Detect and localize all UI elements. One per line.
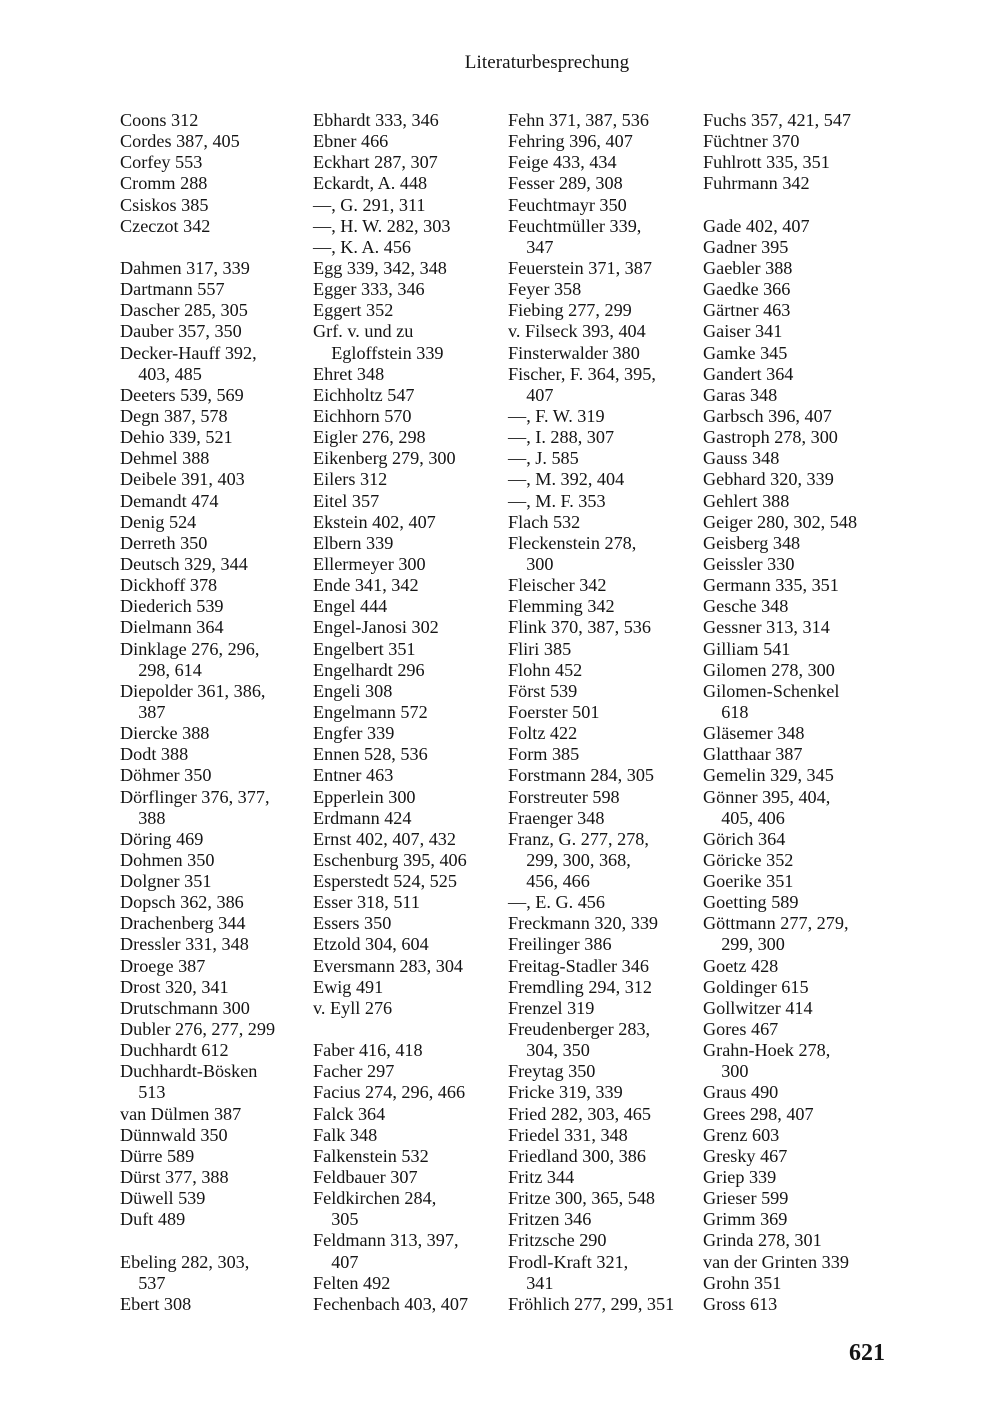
- index-entry: Feyer 358: [508, 279, 582, 300]
- index-entry: Dickhoff 378: [120, 575, 218, 596]
- letter-group-gap: [120, 237, 275, 258]
- index-entry: Freitag-Stadler 346: [508, 955, 649, 976]
- index-entry: Fremdling 294, 312: [508, 976, 652, 997]
- index-entry: Fuchs 357, 421, 547: [703, 110, 852, 130]
- index-entry: Fraenger 348: [508, 807, 605, 828]
- index-entry: Engel-Janosi 302: [313, 617, 439, 638]
- index-entry: Faber 416, 418: [313, 1040, 423, 1061]
- index-entry: Eschenburg 395, 406: [313, 849, 467, 870]
- index-entry: Fried 282, 303, 465: [508, 1103, 651, 1124]
- index-entry: Eigler 276, 298: [313, 427, 426, 448]
- index-entry: 407: [508, 384, 554, 405]
- index-column-2: [313, 110, 468, 1315]
- index-entry: Fritzsche 290: [508, 1230, 607, 1251]
- index-entry: Foltz 422: [508, 723, 578, 744]
- index-entry: 341: [508, 1272, 554, 1293]
- index-entry: Epperlein 300: [313, 786, 416, 807]
- index-entry: Esser 318, 511: [313, 892, 420, 913]
- index-entry: Cordes 387, 405: [120, 131, 240, 152]
- index-entry: Fehring 396, 407: [508, 131, 633, 152]
- index-entry: Falk 348: [313, 1124, 378, 1145]
- index-entry: Füchtner 370: [703, 131, 800, 152]
- index-entry: Ehret 348: [313, 363, 385, 384]
- index-entry: Grenz 603: [703, 1124, 780, 1145]
- index-entry: Degn 387, 578: [120, 405, 228, 426]
- index-entry: 300: [508, 553, 554, 574]
- index-entry: Erdmann 424: [313, 807, 412, 828]
- index-entry: Egg 339, 342, 348: [313, 257, 447, 278]
- index-entry: 388: [120, 807, 166, 828]
- index-entry: Görich 364: [703, 828, 786, 849]
- index-entry: 298, 614: [120, 659, 202, 680]
- index-entry: Dehmel 388: [120, 448, 210, 469]
- index-entry: Gastroph 278, 300: [703, 427, 838, 448]
- index-entry: Dahmen 317, 339: [120, 257, 250, 278]
- index-entry: Ebeling 282, 303,: [120, 1251, 250, 1272]
- index-entry: Grieser 599: [703, 1188, 789, 1209]
- index-entry: Gross 613: [703, 1293, 778, 1314]
- index-entry: 405, 406: [703, 807, 785, 828]
- index-entry: Egloffstein 339: [313, 342, 444, 363]
- index-entry: Eichholtz 547: [313, 384, 415, 405]
- index-entry: Ennen 528, 536: [313, 744, 428, 765]
- index-entry: —, M. F. 353: [508, 490, 606, 511]
- index-entry: Drost 320, 341: [120, 976, 229, 997]
- index-entry: Ernst 402, 407, 432: [313, 828, 456, 849]
- index-entry: Flemming 342: [508, 596, 615, 617]
- index-column-1: [120, 110, 275, 1315]
- index-entry: Felten 492: [313, 1272, 391, 1293]
- index-entry: Först 539: [508, 680, 578, 701]
- index-entry: Engelmann 572: [313, 701, 428, 722]
- index-entry: v. Filseck 393, 404: [508, 321, 646, 342]
- index-entry: Finsterwalder 380: [508, 342, 640, 363]
- index-entry: Goerike 351: [703, 871, 794, 892]
- index-entry: Etzold 304, 604: [313, 934, 429, 955]
- index-entry: Gandert 364: [703, 363, 794, 384]
- index-entry: 304, 350: [508, 1040, 590, 1061]
- index-entry: Gessner 313, 314: [703, 617, 830, 638]
- index-entry: Graus 490: [703, 1082, 779, 1103]
- index-entry: Fritzen 346: [508, 1209, 592, 1230]
- index-entry: Dopsch 362, 386: [120, 892, 244, 913]
- index-entry: Dodt 388: [120, 744, 189, 765]
- index-entry: v. Eyll 276: [313, 997, 393, 1018]
- index-entry: Fritze 300, 365, 548: [508, 1188, 656, 1209]
- index-entry: Foerster 501: [508, 701, 600, 722]
- index-entry: Germann 335, 351: [703, 575, 839, 596]
- index-entry: Dehio 339, 521: [120, 427, 233, 448]
- index-entry: —, J. 585: [508, 448, 579, 469]
- index-entry: Drutschmann 300: [120, 997, 250, 1018]
- index-entry: Grees 298, 407: [703, 1103, 814, 1124]
- index-entry: Gadner 395: [703, 236, 789, 257]
- index-entry: Freudenberger 283,: [508, 1019, 651, 1040]
- index-entry: Dauber 357, 350: [120, 321, 242, 342]
- index-entry: Fröhlich 277, 299, 351: [508, 1293, 675, 1314]
- index-entry: Engelhardt 296: [313, 659, 425, 680]
- letter-group-gap: [313, 1019, 468, 1040]
- index-entry: Fesser 289, 308: [508, 173, 623, 194]
- index-entry: Geissler 330: [703, 553, 795, 574]
- index-entry: Feuchtmayr 350: [508, 194, 627, 215]
- index-entry: 387: [120, 701, 166, 722]
- running-header: Literaturbesprechung: [464, 52, 630, 73]
- index-entry: Facius 274, 296, 466: [313, 1082, 466, 1103]
- index-entry: Decker-Hauff 392,: [120, 342, 257, 363]
- index-entry: Dörflinger 376, 377,: [120, 786, 270, 807]
- index-entry: —, H. W. 282, 303: [313, 215, 451, 236]
- index-entry: 537: [120, 1272, 166, 1293]
- index-entry: Eitel 357: [313, 490, 380, 511]
- page-number: 621: [849, 1340, 885, 1366]
- index-entry: Entner 463: [313, 765, 394, 786]
- index-entry: Falkenstein 532: [313, 1145, 429, 1166]
- index-entry: Glatthaar 387: [703, 744, 803, 765]
- index-column-4: [703, 110, 857, 1315]
- index-entry: Ebert 308: [120, 1293, 192, 1314]
- index-entry: 513: [120, 1082, 166, 1103]
- index-entry: —, K. A. 456: [313, 236, 412, 257]
- index-entry: Facher 297: [313, 1061, 395, 1082]
- index-entry: —, F. W. 319: [508, 405, 605, 426]
- index-entry: Droege 387: [120, 955, 206, 976]
- index-entry: Dielmann 364: [120, 617, 224, 638]
- index-entry: Goetting 589: [703, 892, 799, 913]
- index-entry: Geiger 280, 302, 548: [703, 511, 858, 532]
- index-entry: Diepolder 361, 386,: [120, 680, 266, 701]
- index-entry: Engelbert 351: [313, 638, 416, 659]
- index-entry: Gaiser 341: [703, 321, 783, 342]
- index-entry: Gresky 467: [703, 1145, 788, 1166]
- index-entry: Eikenberg 279, 300: [313, 448, 456, 469]
- index-entry: Deibele 391, 403: [120, 469, 245, 490]
- index-entry: Eckardt, A. 448: [313, 173, 428, 194]
- index-entry: Döring 469: [120, 828, 204, 849]
- index-entry: Feuerstein 371, 387: [508, 257, 652, 278]
- index-entry: Gauss 348: [703, 448, 780, 469]
- index-entry: Grf. v. und zu: [313, 321, 414, 342]
- index-entry: Gade 402, 407: [703, 215, 810, 236]
- index-entry: Fischer, F. 364, 395,: [508, 363, 656, 384]
- index-entry: Fehn 371, 387, 536: [508, 110, 649, 130]
- index-entry: Fechenbach 403, 407: [313, 1293, 469, 1314]
- index-entry: Ebner 466: [313, 131, 389, 152]
- index-entry: Eilers 312: [313, 469, 388, 490]
- index-entry: Goldinger 615: [703, 976, 809, 997]
- index-entry: Gemelin 329, 345: [703, 765, 834, 786]
- index-entry: —, M. 392, 404: [508, 469, 625, 490]
- index-entry: Grohn 351: [703, 1272, 782, 1293]
- index-entry: Essers 350: [313, 913, 392, 934]
- index-entry: 456, 466: [508, 871, 590, 892]
- index-entry: Dressler 331, 348: [120, 934, 249, 955]
- index-entry: Deutsch 329, 344: [120, 553, 248, 574]
- index-entry: Gamke 345: [703, 342, 788, 363]
- index-entry: Eversmann 283, 304: [313, 955, 464, 976]
- index-entry: Garas 348: [703, 384, 778, 405]
- index-entry: Dinklage 276, 296,: [120, 638, 260, 659]
- index-entry: Fleckenstein 278,: [508, 532, 637, 553]
- index-entry: Ewig 491: [313, 976, 384, 997]
- index-entry: Diercke 388: [120, 723, 210, 744]
- index-entry: Geisberg 348: [703, 532, 801, 553]
- index-entry: Flink 370, 387, 536: [508, 617, 651, 638]
- index-entry: Elbern 339: [313, 532, 394, 553]
- index-entry: 300: [703, 1061, 749, 1082]
- index-entry: Fiebing 277, 299: [508, 300, 632, 321]
- index-entry: Egger 333, 346: [313, 279, 425, 300]
- index-entry: Fritz 344: [508, 1167, 575, 1188]
- index-entry: Duchhardt-Bösken: [120, 1061, 258, 1082]
- index-entry: Göttmann 277, 279,: [703, 913, 849, 934]
- index-entry: Diederich 539: [120, 596, 224, 617]
- index-entry: Gläsemer 348: [703, 723, 805, 744]
- index-entry: Form 385: [508, 744, 580, 765]
- index-entry: Engeli 308: [313, 680, 393, 701]
- index-entry: Gilomen-Schenkel: [703, 680, 840, 701]
- index-entry: Esperstedt 524, 525: [313, 871, 457, 892]
- letter-group-gap: [120, 1230, 275, 1251]
- index-entry: Freilinger 386: [508, 934, 612, 955]
- index-entry: —, I. 288, 307: [508, 427, 615, 448]
- index-entry: 305: [313, 1209, 359, 1230]
- index-entry: Drachenberg 344: [120, 913, 246, 934]
- index-entry: Derreth 350: [120, 532, 208, 553]
- index-entry: Flach 532: [508, 511, 581, 532]
- index-entry: Eichhorn 570: [313, 405, 412, 426]
- index-entry: Gilliam 541: [703, 638, 791, 659]
- index-entry: Ebhardt 333, 346: [313, 110, 439, 130]
- index-entry: Franz, G. 277, 278,: [508, 828, 649, 849]
- index-entry: Forstreuter 598: [508, 786, 620, 807]
- index-entry: 299, 300: [703, 934, 785, 955]
- index-entry: Gilomen 278, 300: [703, 659, 835, 680]
- index-entry: Dohmen 350: [120, 849, 215, 870]
- index-entry: Feldbauer 307: [313, 1167, 418, 1188]
- index-entry: Fuhrmann 342: [703, 173, 810, 194]
- index-entry: Demandt 474: [120, 490, 219, 511]
- index-entry: Ekstein 402, 407: [313, 511, 436, 532]
- index-entry: Friedland 300, 386: [508, 1145, 646, 1166]
- index-entry: Corfey 553: [120, 152, 203, 173]
- index-entry: Dascher 285, 305: [120, 300, 248, 321]
- index-entry: Duchhardt 612: [120, 1040, 229, 1061]
- index-entry: Gaedke 366: [703, 279, 791, 300]
- index-entry: Grimm 369: [703, 1209, 788, 1230]
- index-column-3: [508, 110, 674, 1315]
- index-entry: Flohn 452: [508, 659, 583, 680]
- index-entry: Feuchtmüller 339,: [508, 215, 642, 236]
- index-entry: 299, 300, 368,: [508, 849, 631, 870]
- index-entry: Gesche 348: [703, 596, 789, 617]
- index-entry: Duft 489: [120, 1209, 186, 1230]
- index-entry: Düwell 539: [120, 1188, 206, 1209]
- index-entry: Freckmann 320, 339: [508, 913, 659, 934]
- index-entry: Ende 341, 342: [313, 575, 419, 596]
- index-entry: Feldmann 313, 397,: [313, 1230, 459, 1251]
- index-entry: van der Grinten 339: [703, 1251, 849, 1272]
- index-entry: 403, 485: [120, 363, 202, 384]
- index-entry: Garbsch 396, 407: [703, 405, 832, 426]
- index-entry: Gebhard 320, 339: [703, 469, 834, 490]
- letter-group-gap: [703, 195, 857, 216]
- index-entry: Engel 444: [313, 596, 388, 617]
- index-entry: Gärtner 463: [703, 300, 791, 321]
- index-entry: Dürre 589: [120, 1145, 195, 1166]
- index-entry: Feige 433, 434: [508, 152, 617, 173]
- index-entry: Ellermeyer 300: [313, 553, 426, 574]
- index-entry: Göricke 352: [703, 849, 794, 870]
- index-entry: Forstmann 284, 305: [508, 765, 655, 786]
- index-entry: Gehlert 388: [703, 490, 790, 511]
- index-entry: —, G. 291, 311: [313, 194, 426, 215]
- index-entry: Csiskos 385: [120, 194, 209, 215]
- index-entry: Czeczot 342: [120, 215, 211, 236]
- index-entry: Eggert 352: [313, 300, 394, 321]
- index-entry: 618: [703, 701, 749, 722]
- index-entry: Grahn-Hoek 278,: [703, 1040, 831, 1061]
- index-entry: —, E. G. 456: [508, 892, 605, 913]
- index-entry: Gaebler 388: [703, 257, 793, 278]
- index-entry: Fricke 319, 339: [508, 1082, 623, 1103]
- index-entry: Griep 339: [703, 1167, 777, 1188]
- index-entry: Feldkirchen 284,: [313, 1188, 437, 1209]
- index-entry: Grinda 278, 301: [703, 1230, 822, 1251]
- index-entry: Dürst 377, 388: [120, 1167, 229, 1188]
- index-entry: Gollwitzer 414: [703, 997, 813, 1018]
- index-entry: Frodl-Kraft 321,: [508, 1251, 629, 1272]
- index-entry: Gores 467: [703, 1019, 779, 1040]
- index-entry: Deeters 539, 569: [120, 384, 244, 405]
- index-entry: Falck 364: [313, 1103, 386, 1124]
- index-entry: Gönner 395, 404,: [703, 786, 831, 807]
- index-entry: 407: [313, 1251, 359, 1272]
- index-entry: Engfer 339: [313, 723, 395, 744]
- index-entry: Eckhart 287, 307: [313, 152, 438, 173]
- index-entry: Döhmer 350: [120, 765, 212, 786]
- index-entry: Dartmann 557: [120, 279, 225, 300]
- index-entry: 347: [508, 236, 554, 257]
- index-entry: Cromm 288: [120, 173, 208, 194]
- index-entry: Freytag 350: [508, 1061, 596, 1082]
- index-entry: Dünnwald 350: [120, 1124, 228, 1145]
- index-entry: Coons 312: [120, 110, 199, 130]
- index-entry: Dubler 276, 277, 299: [120, 1019, 276, 1040]
- index-entry: Goetz 428: [703, 955, 779, 976]
- index-entry: Fleischer 342: [508, 575, 607, 596]
- index-entry: Friedel 331, 348: [508, 1124, 628, 1145]
- index-entry: Dolgner 351: [120, 871, 212, 892]
- index-entry: Fuhlrott 335, 351: [703, 152, 830, 173]
- index-entry: Frenzel 319: [508, 997, 595, 1018]
- index-entry: Denig 524: [120, 511, 197, 532]
- index-entry: Fliri 385: [508, 638, 572, 659]
- index-entry: van Dülmen 387: [120, 1103, 242, 1124]
